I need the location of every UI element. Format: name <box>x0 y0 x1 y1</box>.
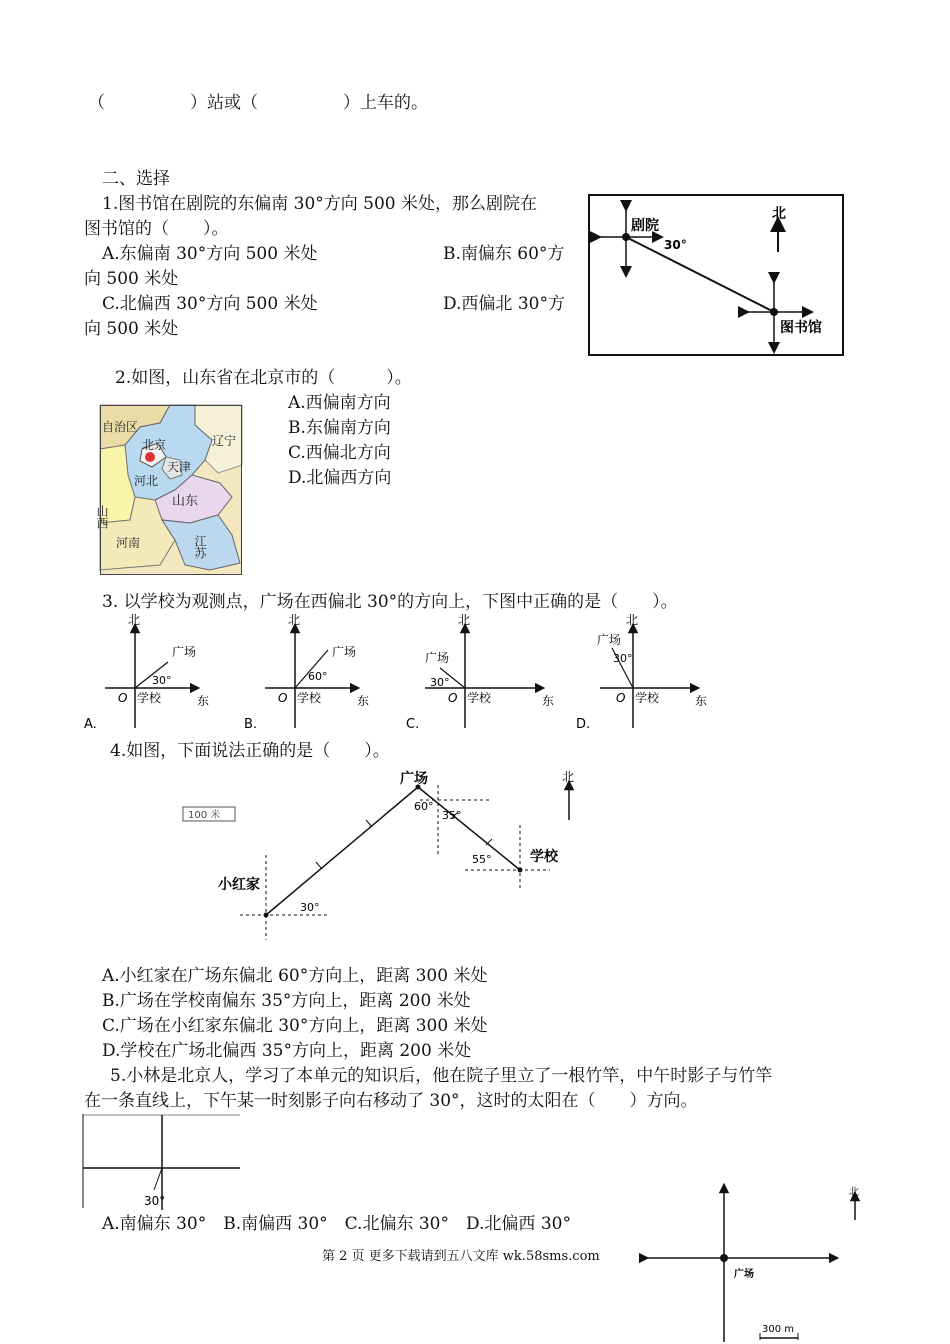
svg-text:O: O <box>616 691 626 705</box>
q4-option-d: D.学校在广场北偏西 35°方向上，距离 200 米处 <box>102 1041 472 1061</box>
map-label-henan: 河南 <box>116 536 141 550</box>
svg-text:O: O <box>448 691 458 705</box>
q3-fig-b <box>244 613 369 732</box>
svg-text:东: 东 <box>542 694 555 708</box>
svg-text:东: 东 <box>695 694 708 708</box>
svg-text:北: 北 <box>626 613 639 627</box>
q3-fig-a <box>84 613 209 732</box>
svg-text:O: O <box>118 691 128 705</box>
q1-north-label: 北 <box>772 206 786 222</box>
svg-text:学校: 学校 <box>467 691 492 705</box>
q1-option-b: B.南偏东 60°方 <box>443 244 565 264</box>
q3-fig-d <box>576 613 707 732</box>
q5-stem-line1: 5.小林是北京人，学习了本单元的知识后，他在院子里立了一根竹竿，中午时影子与竹竿 <box>110 1066 773 1086</box>
q3-figures <box>80 610 720 735</box>
q4-figure <box>180 765 600 945</box>
q1-option-a: A.东偏南 30°方向 500 米处 <box>102 244 318 264</box>
q2-option-b: B.东偏南方向 <box>288 418 391 438</box>
q4-scale-label: 100 米 <box>188 810 221 821</box>
corner-figure <box>640 1182 880 1344</box>
svg-text:35°: 35° <box>442 809 462 822</box>
svg-text:55°: 55° <box>472 853 492 866</box>
q1-theater-label: 剧院 <box>631 218 659 234</box>
q4-option-c: C.广场在小红家东偏北 30°方向上，距离 300 米处 <box>102 1016 488 1036</box>
svg-text:A.: A. <box>84 717 97 732</box>
q1-option-d-cont: 向 500 米处 <box>84 319 179 339</box>
svg-text:学校: 学校 <box>137 691 162 705</box>
corner-north-label: 北 <box>849 1187 859 1198</box>
svg-text:30°: 30° <box>152 674 172 687</box>
corner-scale-label: 300 m <box>762 1324 795 1335</box>
q5-angle-label: 30° <box>144 1194 166 1208</box>
q4-option-a: A.小红家在广场东偏北 60°方向上，距离 300 米处 <box>102 966 488 986</box>
svg-text:广场: 广场 <box>425 651 450 665</box>
map-label-neimenggu: 自治区 <box>102 420 139 434</box>
q4-stem: 4.如图，下面说法正确的是（ ）。 <box>110 741 390 761</box>
svg-text:30°: 30° <box>430 676 450 689</box>
svg-text:学校: 学校 <box>635 691 660 705</box>
q4-north-label: 北 <box>562 770 575 784</box>
q1-figure <box>588 194 844 356</box>
q1-stem-line1: 1.图书馆在剧院的东偏南 30°方向 500 米处，那么剧院在 <box>102 194 538 214</box>
q2-map <box>95 405 242 575</box>
map-label-liaoning: 辽宁 <box>212 434 237 448</box>
page-footer: 第 2 页 更多下载请到五八文库 wk.58sms.com <box>322 1249 600 1264</box>
q5-stem-line2: 在一条直线上，下午某一时刻影子向右移动了 30°，这时的太阳在（ ）方向。 <box>84 1091 698 1111</box>
svg-text:60°: 60° <box>308 670 328 683</box>
svg-text:30°: 30° <box>300 901 320 914</box>
svg-text:60°: 60° <box>414 800 434 813</box>
q4-home-label: 小红家 <box>218 877 260 893</box>
svg-text:B.: B. <box>244 717 258 732</box>
svg-text:北: 北 <box>128 613 141 627</box>
q2-option-d: D.北偏西方向 <box>288 468 392 488</box>
q1-option-c: C.北偏西 30°方向 500 米处 <box>102 294 318 314</box>
q1-option-d: D.西偏北 30°方 <box>443 294 565 314</box>
map-label-tianjin: 天津 <box>167 460 192 474</box>
svg-text:北: 北 <box>288 613 301 627</box>
svg-text:广场: 广场 <box>332 645 357 659</box>
q1-library-label: 图书馆 <box>780 320 822 336</box>
q4-option-b: B.广场在学校南偏东 35°方向上，距离 200 米处 <box>102 991 471 1011</box>
q4-square-label: 广场 <box>400 771 428 787</box>
svg-text:30°: 30° <box>613 652 633 665</box>
q1-option-b-cont: 向 500 米处 <box>84 269 179 289</box>
q3-stem: 3. 以学校为观测点，广场在西偏北 30°的方向上，下图中正确的是（ ）。 <box>102 592 678 612</box>
q1-stem-line2: 图书馆的（ ）。 <box>84 219 229 239</box>
svg-text:学校: 学校 <box>297 691 322 705</box>
map-label-hebei: 河北 <box>134 474 159 488</box>
q4-school-label: 学校 <box>530 849 558 865</box>
q2-option-c: C.西偏北方向 <box>288 443 391 463</box>
top-line: （ ）站或（ ）上车的。 <box>88 93 428 113</box>
q2-option-a: A.西偏南方向 <box>288 393 391 413</box>
svg-text:D.: D. <box>576 717 591 732</box>
q1-angle-label: 30° <box>664 238 687 252</box>
map-label-shandong: 山东 <box>172 494 199 509</box>
svg-text:东: 东 <box>197 694 210 708</box>
svg-text:O: O <box>278 691 288 705</box>
section-title: 二、选择 <box>102 169 170 189</box>
map-label-beijing: 北京 <box>142 438 167 452</box>
q3-fig-c <box>406 613 554 732</box>
svg-text:东: 东 <box>357 694 370 708</box>
q5-figure <box>82 1114 242 1210</box>
corner-square-label: 广场 <box>734 1269 754 1280</box>
q5-options: A.南偏东 30° B.南偏西 30° C.北偏东 30° D.北偏西 30° <box>102 1214 571 1234</box>
map-label-shanxi: 山西 <box>95 505 109 529</box>
svg-text:广场: 广场 <box>597 633 622 647</box>
map-label-jiangsu: 江苏 <box>193 535 207 559</box>
q2-stem: 2.如图，山东省在北京市的（ ）。 <box>115 368 412 388</box>
svg-text:C.: C. <box>406 717 420 732</box>
svg-text:北: 北 <box>458 613 471 627</box>
svg-text:广场: 广场 <box>172 645 197 659</box>
